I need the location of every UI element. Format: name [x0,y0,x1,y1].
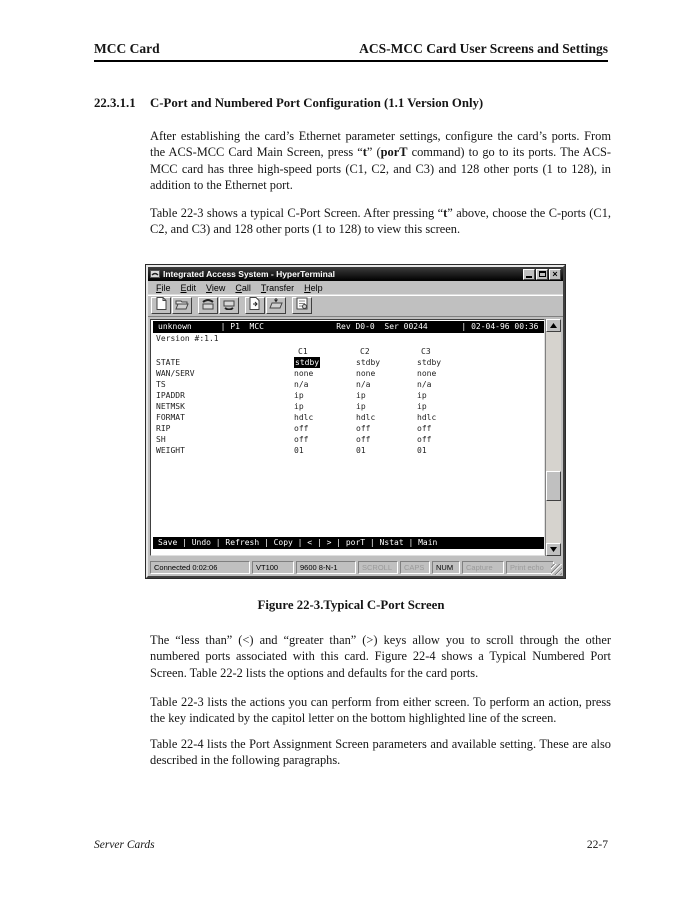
paragraph [150,632,611,681]
terminal-cell: none [294,369,314,378]
terminal-cell: hdlc [417,413,437,422]
row-label: NETMSK [156,402,185,411]
close-button[interactable]: × [549,269,561,280]
row-label: WEIGHT [156,446,185,455]
terminal-row-rip [151,423,544,434]
terminal-cell: stdby [356,358,381,367]
arrow-up-icon [550,323,557,328]
terminal-cell: ip [356,391,366,400]
menu-item-file[interactable]: File [156,282,171,293]
terminal-cell: 01 [417,446,427,455]
properties-button[interactable] [292,297,312,314]
status-cell-connected-0-02-06: Connected 0:02:06 [150,561,250,574]
paragraph [150,205,611,238]
send-button[interactable] [245,297,265,314]
page-header-right: ACS-MCC Card User Screens and Settings [359,41,608,56]
scrollbar-up-button[interactable] [546,319,561,332]
text-segment: Table 22-4 lists the Port Assignment Screen parameters and available setting. These are also described in the following paragraphs. [150,737,611,768]
menu-item-view[interactable]: View [206,282,226,293]
menu-item-help[interactable]: Help [304,282,323,293]
status-cell-scroll: SCROLL [358,561,398,574]
terminal-region [148,317,563,558]
row-label: STATE [156,358,181,367]
row-label: SH [156,435,166,444]
receive-button[interactable] [266,297,286,314]
section-number: 22.3.1.1 [94,96,136,110]
menu-item-call[interactable]: Call [235,282,251,293]
terminal-cell: off [417,435,432,444]
terminal-row-weight [151,445,544,456]
text-segment: t [443,206,448,220]
terminal-cell: hdlc [294,413,314,422]
window-title: Integrated Access System - HyperTerminal [163,269,335,279]
terminal-row-ipaddr [151,390,544,401]
menubar [148,281,563,295]
text-segment: command) to go to its ports. The ACS-MCC card has three high-speed ports (C1, C2, and C3) and 128 other ports (1 to 128), in addition to the Ethernet port. [150,145,611,192]
arrow-down-icon [550,547,557,552]
page-header-left: MCC Card [94,41,160,56]
terminal-cell: n/a [417,380,432,389]
menu-item-transfer[interactable]: Transfer [260,282,295,293]
call-button[interactable] [198,297,218,314]
call-icon [201,297,215,315]
terminal-cell: ip [417,391,427,400]
new-icon [155,297,167,315]
status-cell-caps: CAPS [400,561,430,574]
text-segment: The “less than” (<) and “greater than” (>) keys allow you to scroll through the other numbered ports associated with this card. Figure 22-4 shows a Typical Numbered Port Screen. Table 22-2 lists the options and defaults for the card ports. [150,633,611,680]
column-header: C1 [298,347,308,356]
open-icon [175,297,189,315]
row-label: RIP [156,424,171,433]
row-label: WAN/SERV [156,369,195,378]
text-segment: ” ( [366,145,381,160]
scrollbar-track[interactable] [545,319,561,556]
resize-grip[interactable] [551,564,562,575]
terminal-cell: 01 [356,446,366,455]
row-label: IPADDR [156,391,185,400]
terminal-cell: ip [294,402,304,411]
menu-item-edit[interactable]: Edit [180,282,197,293]
terminal-cell: none [417,369,437,378]
new-button[interactable] [151,297,171,314]
status-cell-print-echo: Print echo [506,561,554,574]
status-cell-capture: Capture [462,561,504,574]
status-cell-9600-8-n-1: 9600 8-N-1 [296,561,356,574]
terminal-cell: off [294,424,309,433]
hyperterminal-icon [150,269,160,279]
terminal-cell: stdby [417,358,442,367]
terminal-row-format [151,412,544,423]
status-cell-vt100: VT100 [252,561,294,574]
terminal-cell: none [356,369,376,378]
terminal-cell: ip [417,402,427,411]
text-segment: Table 22-3 lists the actions you can perform from either screen. To perform an action, press the key indicated by the capitol letter on the bottom highlighted line of the screen. [150,695,611,726]
properties-icon [296,297,308,315]
paragraph [150,128,611,193]
open-button[interactable] [172,297,192,314]
terminal-cell: ip [356,402,366,411]
section-title: C-Port and Numbered Port Configuration (1.1 Version Only) [150,96,484,110]
terminal-menu-line: Save | Undo | Refresh | Copy | < | > | porT | Nstat | Main [153,537,544,549]
terminal-cell: off [294,435,309,444]
terminal-row-wan-serv [151,368,544,379]
terminal-cell: n/a [294,380,309,389]
disconnect-icon [222,297,236,315]
text-segment: porT [380,145,408,160]
terminal-cell: off [356,435,371,444]
figure-caption: Figure 22-3.Typical C-Port Screen [257,598,445,612]
paragraph [150,694,611,727]
terminal-cell: n/a [356,380,371,389]
maximize-button[interactable] [536,269,548,280]
column-header: C3 [421,347,431,356]
disconnect-button[interactable] [219,297,239,314]
text-segment: Table 22-3 shows a typical C-Port Screen. After pressing “ [150,206,444,220]
header-rule [94,60,608,62]
column-header: C2 [360,347,370,356]
terminal-row-sh [151,434,544,445]
terminal-cell: 01 [294,446,304,455]
text-segment: After establishing the card’s Ethernet parameter settings, configure the card’s ports. From the ACS-MCC Card Main Screen, press “ [150,129,611,160]
terminal-cell: off [356,424,371,433]
status-cell-num: NUM [432,561,460,574]
page-footer-left: Server Cards [94,839,155,851]
terminal-row-ts [151,379,544,390]
terminal-cell: ip [294,391,304,400]
section-heading [94,96,610,111]
terminal-cell: off [417,424,432,433]
row-label: FORMAT [156,413,185,422]
terminal-column-header-row [151,346,544,357]
hyperterminal-window [146,265,565,578]
terminal-row-netmsk [151,401,544,412]
terminal-version-line: Version #:1.1 [156,334,219,343]
row-label: TS [156,380,166,389]
text-segment: ” above, choose the C-ports (C1, C2, and C3) and 128 other ports (1 to 128) to view this screen. [150,206,611,237]
scrollbar-down-button[interactable] [546,543,561,556]
receive-icon [269,297,283,315]
toolbar [148,295,563,317]
paragraph [150,736,611,769]
titlebar[interactable] [148,267,563,281]
scrollbar-thumb[interactable] [546,471,561,501]
send-icon [249,297,261,315]
terminal-cell: stdby [295,358,320,367]
terminal-row-state [151,357,544,368]
text-segment: t [362,145,367,160]
terminal-screen[interactable] [150,319,545,556]
terminal-header-line: unknown | P1 MCC Rev D0-0 Ser 00244 | 02-04-96 00:36 [153,321,544,333]
terminal-cell: hdlc [356,413,376,422]
page-footer-right: 22-7 [586,839,608,851]
minimize-button[interactable] [523,269,535,280]
statusbar [148,558,563,576]
